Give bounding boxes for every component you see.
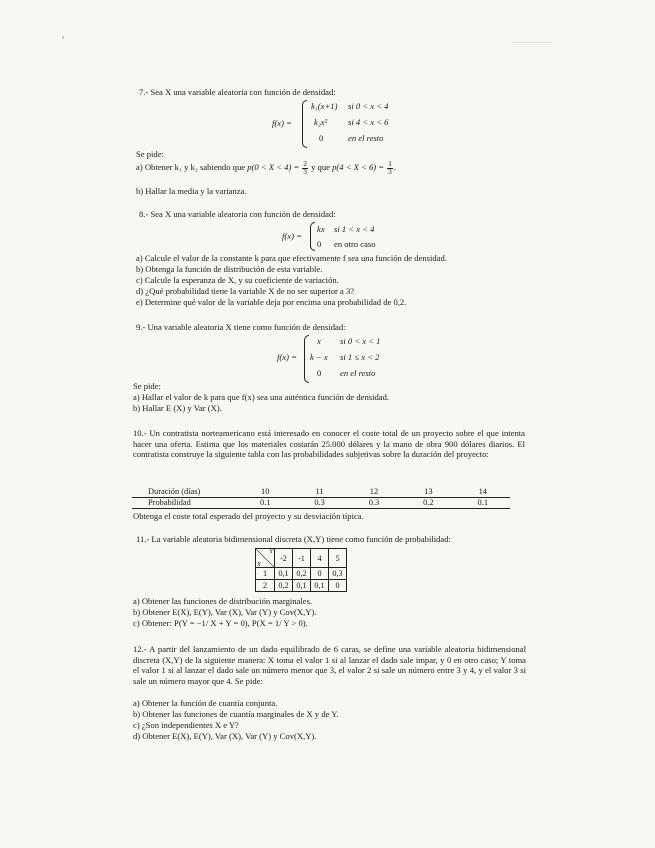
- table-cell: 0.3: [292, 498, 346, 509]
- problem-7-item-a-mid: y que: [311, 162, 330, 172]
- problem-9-case2-expr: k − x: [310, 352, 328, 362]
- table-cell: 12: [347, 487, 401, 498]
- corner-x-label: X: [257, 561, 261, 568]
- problem-12-statement: [133, 644, 526, 686]
- problem-9-case1-cond: si 0 < x < 1: [340, 336, 381, 346]
- problem-7-case2-expr: k₂x²: [314, 117, 328, 127]
- problem-7-title: 7.- Sea X una variable aleatoria con función de densidad:: [139, 87, 336, 97]
- problem-9-fx: f(x) =: [277, 352, 297, 362]
- fraction-denominator: 3: [388, 167, 392, 176]
- corner-y-label: Y: [269, 548, 273, 555]
- table-cell: 10: [238, 487, 292, 498]
- problem-11-title: 11.- La variable aleatoria bidimensional discreta (X,Y) tiene como función de probabilidad:: [136, 534, 451, 544]
- problem-8-item-a: a) Calcule el valor de la constante k para que efectivamente f sea una función de densidad.: [136, 253, 447, 263]
- duration-probability-table: [132, 487, 510, 509]
- problem-10-text: 10.- Un contratista norteamericano está interesado en conocer el coste total de un proyecto sobre el que intenta hacer una oferta. Estima que los materiales costarán 25.000 dólares y la mano de obra 900 dólares diarios. El contratista construye la siguiente tabla con las probabilidades subjetivas sobre la duración del proyecto:: [133, 428, 525, 460]
- table-header-cell: -2: [275, 549, 293, 568]
- problem-9-brace: [304, 335, 309, 383]
- table-cell: 0,1: [311, 580, 329, 592]
- scan-mark: [62, 36, 64, 39]
- problem-12-item-b: b) Obtener las funciones de cuantía marginales de X y de Y.: [133, 709, 339, 719]
- problem-8-item-d: d) ¿Qué probabilidad tiene la variable X de no ser superior a 3?: [136, 286, 355, 296]
- problem-11-item-b: b) Obtener E(X), E(Y), Var (X), Var (Y) y Cov(X,Y).: [133, 607, 317, 617]
- table-cell-x: 1: [256, 568, 275, 580]
- problem-10-statement: [133, 428, 525, 460]
- problem-9-case2-cond: si 1 ≤ x < 2: [340, 352, 380, 362]
- problem-7-item-a-p2: p(4 < X < 6) =: [332, 162, 385, 172]
- table-cell: 0: [329, 580, 347, 592]
- table-header-cell: -1: [293, 549, 311, 568]
- table-row-duration: [132, 487, 510, 498]
- problem-7-case3-cond: en el resto: [348, 133, 384, 143]
- table-row-header: [256, 549, 347, 568]
- problem-9-case3-cond: en el resto: [340, 368, 376, 378]
- problem-9-item-a: a) Hallar el valor de k para que f(x) sea una auténtica función de densidad.: [133, 392, 390, 402]
- problem-8-brace: [310, 222, 315, 251]
- problem-12-item-d: d) Obtener E(X), E(Y), Var (X), Var (Y) y Cov(X,Y).: [133, 731, 317, 741]
- fraction-two-thirds: [302, 161, 308, 176]
- problem-7-item-a-text: a) Obtener k₁ y k₂ sabiendo que: [136, 162, 246, 172]
- problem-11-item-c: c) Obtener: P(Y = −1/ X + Y = 0), P(X = 1/ Y > 0).: [133, 618, 308, 628]
- table-header-cell: 4: [311, 549, 329, 568]
- problem-7-case3-expr: 0: [319, 133, 324, 143]
- scan-mark: [512, 42, 552, 43]
- problem-11-item-a: a) Obtener las funciones de distribución marginales.: [133, 596, 313, 606]
- problem-12-text: 12.- A partir del lanzamiento de un dado equilibrado de 6 caras, se define una variable aleatoria bidimensional discreta (X,Y) de la siguiente manera: X toma el valor 1 si al lanzar el dado sale impar, y 0 en otro caso; Y toma el valor 1 si al lanzar el dado sale un número menor que 3, el valor 2 si sale un número entre 3 y 4, y el valor 3 si sale un número mayor que 4. Se pide:: [133, 644, 526, 686]
- table-cell: 0.2: [401, 498, 455, 509]
- fraction-numerator: 1: [388, 159, 392, 168]
- problem-7-item-a: [136, 158, 396, 176]
- problem-9-se-pide: Se pide:: [133, 381, 161, 391]
- problem-12-item-c: c) ¿Son independientes X e Y?: [133, 720, 239, 730]
- problem-9-title: 9.- Una variable aleatoria X tiene como función de densidad:: [136, 322, 346, 332]
- problem-7-case1-cond: si 0 < x < 4: [348, 101, 389, 111]
- table-row: [256, 568, 347, 580]
- problem-8-case1-expr: kx: [317, 224, 325, 234]
- problem-7-brace: [302, 100, 307, 148]
- table-row: [256, 580, 347, 592]
- table-cell: 0,3: [329, 568, 347, 580]
- row-label: Probabilidad: [132, 498, 238, 509]
- problem-8-case1-cond: si 1 < x < 4: [334, 224, 375, 234]
- problem-8-fx: f(x) =: [282, 231, 302, 241]
- problem-8-case2-cond: en otro caso: [334, 239, 376, 249]
- problem-9-case1-expr: x: [317, 336, 321, 346]
- problem-9-item-b: b) Hallar E (X) y Var (X).: [133, 403, 222, 413]
- table-cell: 0.1: [456, 498, 510, 509]
- table-cell: 0,1: [293, 580, 311, 592]
- problem-12-item-a: a) Obtener la función de cuantía conjunta.: [133, 698, 278, 708]
- problem-7-item-a-p1: p(0 < X < 4) =: [247, 162, 300, 172]
- problem-7-case2-cond: si 4 < x < 6: [348, 117, 389, 127]
- table-corner-cell: [256, 549, 275, 568]
- problem-7-case1-expr: k₁(x+1): [311, 101, 338, 111]
- problem-8-item-c: c) Calcule la esperanza de X, y su coeficiente de variación.: [136, 275, 339, 285]
- table-cell: 0,1: [275, 568, 293, 580]
- fraction-denominator: 3: [303, 167, 307, 176]
- table-cell: 13: [401, 487, 455, 498]
- table-cell: 11: [292, 487, 346, 498]
- table-cell: 0.3: [347, 498, 401, 509]
- problem-8-case2-expr: 0: [317, 239, 322, 249]
- row-label: Duración (días): [132, 487, 238, 498]
- problem-10-question: Obtenga el coste total esperado del proyecto y su desviación típica.: [133, 511, 364, 521]
- fraction-numerator: 2: [303, 159, 307, 168]
- problem-7-fx: f(x) =: [272, 118, 292, 128]
- table-cell-x: 2: [256, 580, 275, 592]
- table-cell: 14: [456, 487, 510, 498]
- problem-7-item-b: b) Hallar la media y la varianza.: [136, 186, 247, 196]
- table-header-cell: 5: [329, 549, 347, 568]
- fraction-one-third: [387, 161, 393, 176]
- problem-8-title: 8.- Sea X una variable aleatoria con función de densidad:: [139, 209, 336, 219]
- table-row-probability: [132, 498, 510, 509]
- table-cell: 0,2: [293, 568, 311, 580]
- problem-7-se-pide: Se pide:: [136, 149, 164, 159]
- table-cell: 0,2: [275, 580, 293, 592]
- joint-probability-table: [255, 548, 347, 592]
- problem-8-item-b: b) Obtenga la función de distribución de esta variable.: [136, 264, 323, 274]
- table-cell: 0: [311, 568, 329, 580]
- problem-8-item-e: e) Determine qué valor de la variable deja por encima una probabilidad de 0,2.: [136, 297, 407, 307]
- table-cell: 0.1: [238, 498, 292, 509]
- problem-9-case3-expr: 0: [317, 368, 322, 378]
- problem-7-item-a-end: .: [393, 162, 396, 172]
